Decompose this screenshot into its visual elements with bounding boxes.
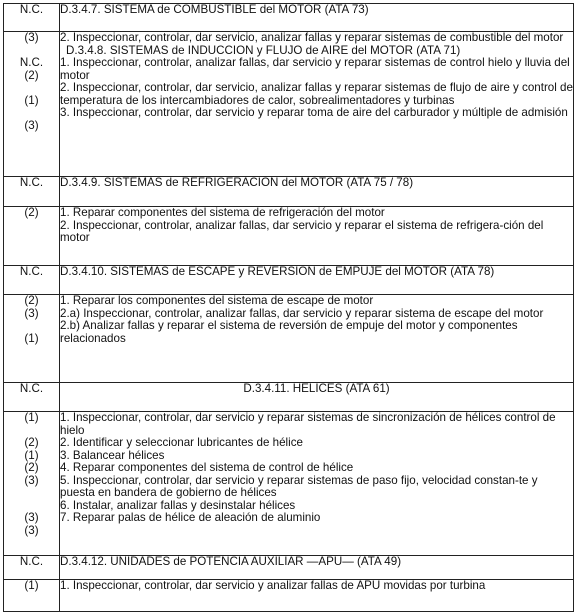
list-item: 1. Reparar componentes del sistema de refrigeración del motor xyxy=(60,206,385,219)
items-column xyxy=(60,295,574,383)
section-body xyxy=(4,295,574,383)
section-body xyxy=(4,580,574,612)
section-header xyxy=(4,383,574,412)
nc-value: (1) xyxy=(24,579,39,592)
nc-value: (3) xyxy=(24,31,39,44)
nc-header: N.C. xyxy=(19,56,44,69)
nc-value: (1) xyxy=(24,411,39,424)
section-title: D.3.4.9. SISTEMAS de REFRIGERACION del MOTOR (ATA 75 / 78) xyxy=(60,177,574,207)
list-item: 2.a) Inspeccionar, controlar, analizar fallas, dar servicio y reparar sistema de escape del motor xyxy=(60,306,544,320)
nc-value: (1) xyxy=(24,93,39,107)
list-item: 1. Inspeccionar, controlar, dar servicio y analizar fallas de APU movidas por turbina xyxy=(60,579,486,592)
list-item: 2. Inspeccionar, controlar, dar servicio, analizar fallas y reparar sistemas de flujo de aire y control de temperatura de los intercambiadores de calor, sobrealimentadores y turbinas xyxy=(60,81,573,107)
section-title: D.3.4.10. SISTEMAS de ESCAPE y REVERSION de EMPUJE del MOTOR (ATA 78) xyxy=(60,266,574,295)
list-item: 2. Inspeccionar, controlar, analizar fallas, dar servicio y reparar el sistema de refrigera-ción del motor xyxy=(60,218,544,244)
section-header xyxy=(4,4,574,32)
competency-table xyxy=(3,3,574,612)
list-item: 2.b) Analizar fallas y reparar el sistema de reversión de empuje del motor y componentes relacionados xyxy=(60,319,518,345)
list-item: 2. Inspeccionar, controlar, dar servicio, analizar fallas y reparar sistemas de combustible del motor xyxy=(60,31,564,44)
nc-header: N.C. xyxy=(4,266,60,295)
nc-header: N.C. xyxy=(4,383,60,412)
nc-value: (2) xyxy=(24,206,39,219)
list-item: 1. Inspeccionar, controlar, analizar fallas, dar servicio y reparar sistemas de control hielo y lluvia del motor xyxy=(60,56,570,82)
nc-header: N.C. xyxy=(4,4,60,32)
list-item: 5. Inspeccionar, controlar, dar servicio y reparar sistemas de paso fijo, velocidad constan-te y puesta en bandera de gobierno de hélices xyxy=(60,473,538,499)
section-title: D.3.4.11. HELICES (ATA 61) xyxy=(60,383,574,412)
items-column xyxy=(60,32,574,177)
nc-value: (3) xyxy=(24,523,39,537)
section-header xyxy=(4,266,574,295)
section-body xyxy=(4,412,574,556)
list-item: 3. Inspeccionar, controlar, dar servicio y reparar toma de aire del carburador y múltiple de admisión xyxy=(60,106,568,119)
nc-value: (3) xyxy=(24,306,39,320)
list-item: 1. Reparar los componentes del sistema de escape de motor xyxy=(60,294,374,307)
nc-column xyxy=(4,580,60,612)
section-header xyxy=(4,177,574,207)
nc-value: (3) xyxy=(24,511,39,524)
section-body xyxy=(4,207,574,266)
nc-value: (3) xyxy=(24,118,39,132)
list-item: 4. Reparar componentes del sistema de control de hélice xyxy=(60,461,354,474)
nc-column xyxy=(4,412,60,556)
section-title: D.3.4.7. SISTEMA de COMBUSTIBLE del MOTOR (ATA 73) xyxy=(60,4,574,32)
nc-value: (2) xyxy=(24,68,39,82)
list-item: 2. Identificar y seleccionar lubricantes de hélice xyxy=(60,436,303,449)
section-header xyxy=(4,556,574,580)
items-column xyxy=(60,412,574,556)
nc-column xyxy=(4,295,60,383)
nc-header: N.C. xyxy=(4,177,60,207)
list-item: 6. Instalar, analizar fallas y desinstalar hélices xyxy=(60,498,296,512)
nc-value: (1) xyxy=(24,448,39,462)
section-body xyxy=(4,32,574,177)
list-item: 7. Reparar palas de hélice de aleación de aluminio xyxy=(60,511,321,524)
nc-value: (1) xyxy=(24,331,39,345)
nc-value: (2) xyxy=(24,461,39,474)
nc-value: (2) xyxy=(24,294,39,307)
items-column xyxy=(60,580,574,612)
nc-value: (2) xyxy=(24,436,39,449)
section-title: D.3.4.12. UNIDADES de POTENCIA AUXILIAR —APU— (ATA 49) xyxy=(60,556,574,580)
nc-column xyxy=(4,207,60,266)
nc-header: N.C. xyxy=(4,556,60,580)
items-column xyxy=(60,207,574,266)
nc-value: (3) xyxy=(24,473,39,487)
list-item: 1. Inspeccionar, controlar, dar servicio y reparar sistemas de sincronización de hélices control de hielo xyxy=(60,411,556,437)
section-title: D.3.4.8. SISTEMAS de INDUCCION y FLUJO de AIRE del MOTOR (ATA 71) xyxy=(66,43,461,57)
nc-column xyxy=(4,32,60,177)
list-item: 3. Balancear hélices xyxy=(60,448,165,462)
